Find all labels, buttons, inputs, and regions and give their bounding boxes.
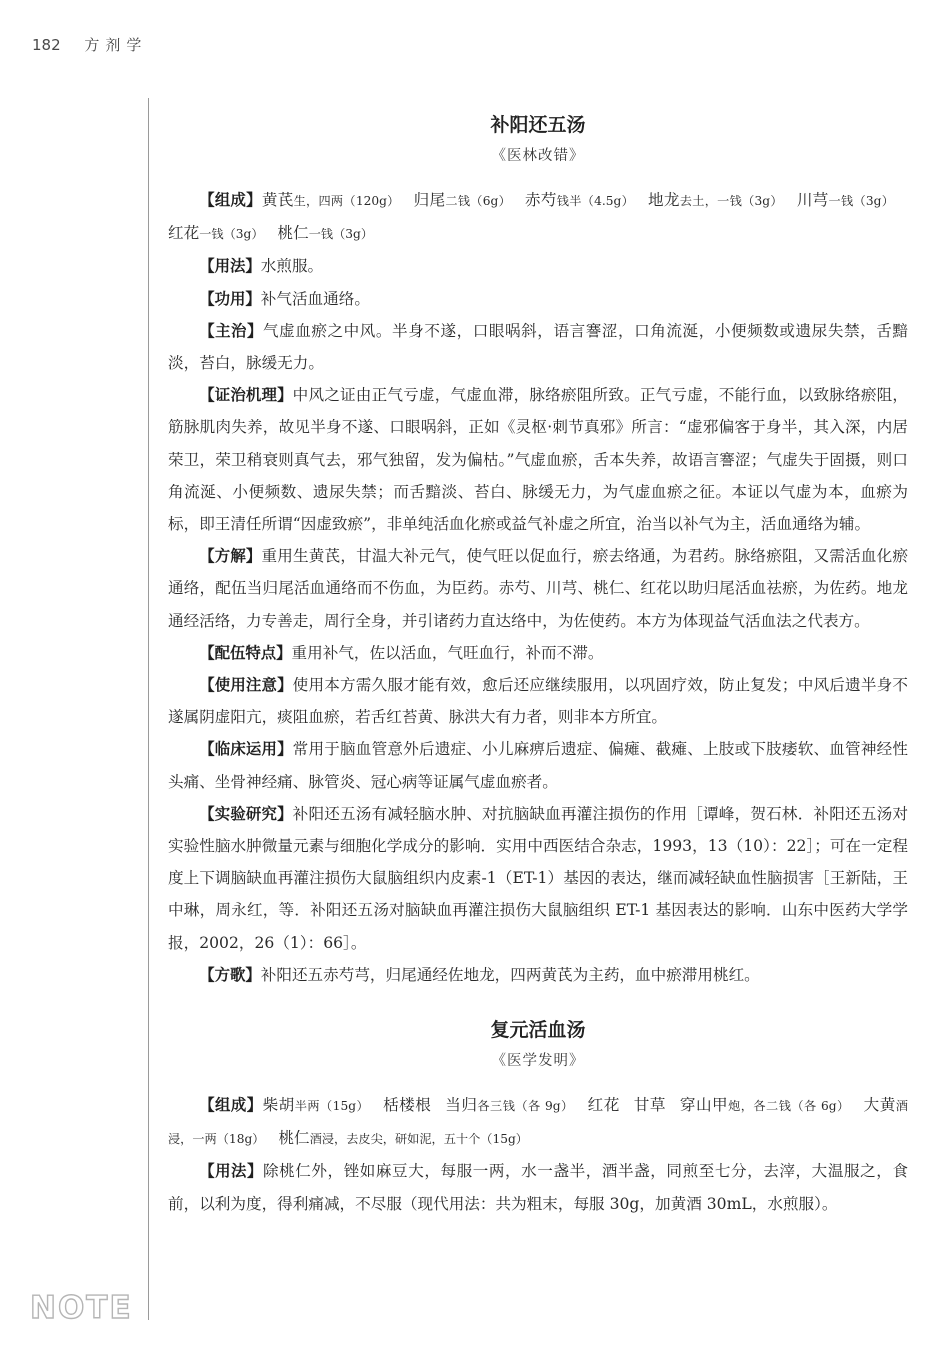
indications-paragraph — [168, 315, 908, 379]
experimental-research-paragraph — [168, 798, 908, 959]
formula-buyang-huanwu — [168, 110, 908, 991]
page-header — [32, 34, 147, 55]
herb-name: 赤芍 — [525, 191, 557, 209]
herb-name: 桃仁 — [277, 224, 309, 243]
formula-title: 复元活血汤 — [490, 1019, 586, 1042]
combination-features-paragraph — [168, 637, 908, 669]
herb-dose: 去土，一钱（3g） — [679, 194, 783, 208]
section-label: 【使用注意】 — [199, 676, 293, 695]
herb-item — [278, 224, 374, 242]
herb-name: 当归 — [445, 1096, 478, 1115]
composition-paragraph — [168, 1089, 908, 1155]
herb-dose: 半两（15g） — [294, 1099, 370, 1114]
herb-item — [414, 191, 511, 209]
herb-name: 柴胡 — [262, 1096, 295, 1115]
herb-item — [588, 1096, 620, 1114]
page-body — [168, 110, 908, 1220]
herb-dose: 钱半（4.5g） — [556, 194, 635, 208]
mnemonic-verse-paragraph — [168, 959, 908, 991]
herb-name: 甘草 — [633, 1096, 666, 1115]
section-label: 【功用】 — [199, 289, 261, 308]
herb-item — [262, 191, 400, 209]
section-label: 【配伍特点】 — [199, 643, 292, 662]
analysis-paragraph — [168, 540, 908, 637]
section-label: 【用法】 — [199, 257, 261, 276]
section-text: 补气活血通络。 — [260, 289, 370, 308]
herb-item — [648, 191, 783, 209]
herb-name: 川芎 — [796, 191, 829, 209]
herb-item — [445, 1096, 573, 1114]
formula-source: 《医学发明》 — [491, 1053, 585, 1070]
herb-name: 地龙 — [648, 191, 680, 209]
section-text: 除桃仁外，锉如麻豆大，每服一两，水一盏半，酒半盏，同煎至七分，去滓，大温服之，食前，以利为度，得利痛减，不尽服（现代用法：共为粗末，每服 30g，加黄酒 30mL，水煎服）。 — [168, 1162, 908, 1213]
composition-label: 【组成】 — [199, 191, 262, 209]
section-label: 【主治】 — [199, 321, 263, 340]
book-title: 方剂学 — [84, 36, 148, 54]
herb-dose: 生，四两（120g） — [293, 194, 400, 208]
section-text: 气虚血瘀之中风。半身不遂，口眼㖞斜，语言謇涩，口角流涎，小便频数或遗尿失禁，舌黯淡，苔白，脉缓无力。 — [168, 321, 908, 373]
herb-dose: 酒浸，一两（18g） — [168, 1099, 908, 1147]
margin-rule — [148, 98, 149, 1320]
section-label: 【用法】 — [199, 1162, 263, 1181]
herb-dose: 各三钱（各 9g） — [477, 1099, 574, 1114]
herb-name: 归尾 — [413, 191, 446, 209]
section-spacer — [168, 991, 908, 1015]
section-text: 使用本方需久服才能有效，愈后还应继续服用，以巩固疗效，防止复发；中风后遗半身不遂属阴虚阳亢，痰阻血瘀，若舌红苔黄、脉洪大有力者，则非本方所宜。 — [168, 676, 908, 727]
usage-paragraph — [168, 1155, 908, 1219]
herb-dose: 炮，各二钱（各 6g） — [728, 1099, 850, 1114]
note-margin-label: NOTE — [30, 1290, 133, 1326]
herb-name: 穿山甲 — [679, 1096, 729, 1115]
herb-item — [168, 224, 264, 242]
herb-name: 桃仁 — [278, 1129, 310, 1148]
formula-title: 补阳还五汤 — [490, 114, 586, 136]
composition-paragraph — [168, 184, 908, 250]
precautions-paragraph — [168, 669, 908, 733]
section-text: 补阳还五汤有减轻脑水肿、对抗脑缺血再灌注损伤的作用［谭峰，贺石林．补阳还五汤对实验性脑水肿微量元素与细胞化学成分的影响．实用中西医结合杂志，1993，13（10）：22］；可在一定程度上下调脑缺血再灌注损伤大鼠脑组织内皮素-1（ET-1）基因的表达，继而减轻缺血性脑损害［王新陆，王中琳，周永红，等．补阳还五汤对脑缺血再灌注损伤大鼠脑组织 ET-1 基因表达的影响．山东中医药大学学报，2002，26（1）：66］。 — [168, 804, 908, 952]
clinical-use-paragraph — [168, 733, 908, 797]
section-text: 补阳还五赤芍芎，归尾通经佐地龙，四两黄芪为主药，血中瘀滞用桃红。 — [260, 965, 760, 984]
herb-name: 栝楼根 — [383, 1096, 432, 1115]
section-label: 【方歌】 — [199, 965, 261, 984]
section-label: 【实验研究】 — [199, 804, 293, 823]
herb-dose: 酒浸，去皮尖，研如泥，五十个（15g） — [309, 1132, 528, 1147]
section-label: 【方解】 — [199, 547, 262, 566]
herb-name: 红花 — [168, 224, 200, 243]
section-label: 【临床运用】 — [199, 740, 293, 759]
herb-item — [525, 191, 634, 209]
section-text: 中风之证由正气亏虚，气虚血滞，脉络瘀阻所致。正气亏虚，不能行血，以致脉络瘀阻，筋脉肌肉失养，故见半身不遂、口眼㖞斜，正如《灵枢·刺节真邪》所言：“虚邪偏客于身半，其入深，内居荣卫，荣卫稍衰则真气去，邪气独留，发为偏枯。”气虚血瘀，舌本失养，故语言謇涩；气虚失于固摄，则口角流涎、小便频数、遗尿失禁；而舌黯淡、苔白、脉缓无力，为气虚血瘀之征。本证以气虚为本，血瘀为标，即王清任所谓“因虚致瘀”，非单纯活血化瘀或益气补虚之所宜，治当以补气为主，活血通络为辅。 — [168, 386, 908, 534]
section-text: 重用生黄芪，甘温大补元气，使气旺以促血行，瘀去络通，为君药。脉络瘀阻，又需活血化瘀通络，配伍当归尾活血通络而不伤血，为臣药。赤芍、川芎、桃仁、红花以助归尾活血祛瘀，为佐药。地龙通经活络，力专善走，周行全身，并引诸药力直达络中，为佐使药。本方为体现益气活血法之代表方。 — [168, 547, 908, 630]
herb-dose: 二钱（6g） — [445, 194, 512, 208]
section-text: 常用于脑血管意外后遗症、小儿麻痹后遗症、偏瘫、截瘫、上肢或下肢痿软、血管神经性头痛、坐骨神经痛、脉管炎、冠心病等证属气虚血瘀者。 — [168, 740, 908, 791]
herb-item — [278, 1129, 528, 1147]
herb-item — [797, 191, 894, 209]
herb-name: 黄芪 — [261, 191, 294, 209]
section-text: 重用补气，佐以活血，气旺血行，补而不滞。 — [291, 643, 604, 662]
composition-label: 【组成】 — [199, 1096, 263, 1115]
formula-fuyuan-huoxue — [168, 1015, 908, 1220]
herb-item — [383, 1096, 431, 1114]
herb-name: 大黄 — [863, 1096, 896, 1115]
herb-item — [634, 1096, 666, 1114]
herb-dose: 一钱（3g） — [308, 227, 374, 242]
action-paragraph — [168, 283, 908, 315]
herb-item — [680, 1096, 850, 1114]
formula-source: 《医林改错》 — [491, 148, 585, 164]
usage-paragraph — [168, 250, 908, 282]
herb-dose: 一钱（3g） — [199, 227, 264, 242]
herb-dose: 一钱（3g） — [828, 194, 894, 208]
herb-name: 红花 — [587, 1096, 620, 1115]
section-label: 【证治机理】 — [199, 386, 293, 405]
page-number: 182 — [32, 36, 61, 54]
herb-item — [263, 1096, 370, 1114]
mechanism-paragraph — [168, 379, 908, 540]
section-text: 水煎服。 — [260, 257, 324, 276]
